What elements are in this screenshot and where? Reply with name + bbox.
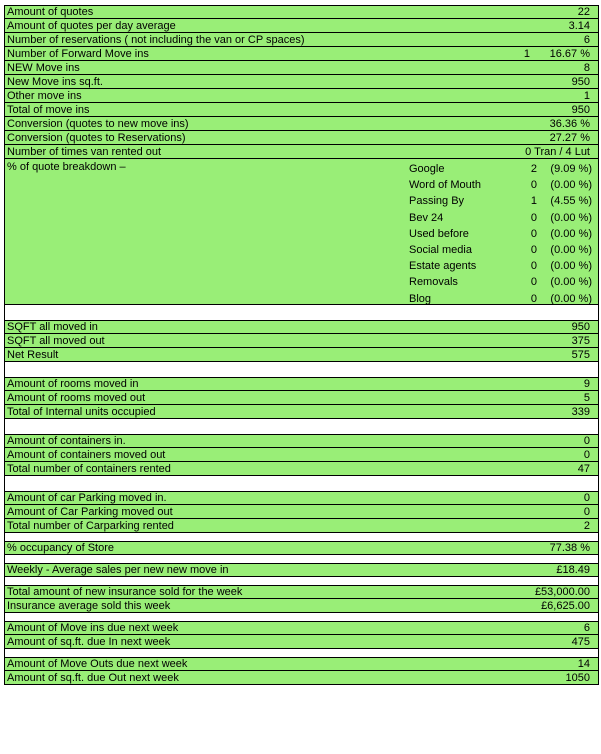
spacer — [4, 305, 599, 320]
row-carparking-total — [4, 519, 599, 533]
row-van-rented — [4, 145, 599, 159]
row-total-move-ins — [4, 103, 599, 117]
row-value: 6 — [583, 33, 590, 46]
row-value: 375 — [571, 334, 590, 347]
spacer — [4, 613, 599, 621]
row-net-result — [4, 348, 599, 362]
breakdown-item — [409, 226, 592, 242]
breakdown-item — [409, 242, 592, 258]
row-value: 5 — [583, 391, 590, 404]
row-label: Amount of rooms moved out — [7, 391, 146, 404]
row-label: Net Result — [7, 348, 59, 361]
row-label: Total amount of new insurance sold for the week — [7, 586, 243, 598]
row-label: Total of Internal units occupied — [7, 405, 156, 418]
row-value: 36.36 % — [549, 117, 590, 130]
row-value: 575 — [571, 348, 590, 361]
row-label: Conversion (quotes to new move ins) — [7, 117, 189, 130]
row-value: 6 — [583, 622, 590, 634]
breakdown-pct: (0.00 %) — [550, 211, 592, 224]
row-value: 950 — [571, 321, 590, 333]
row-reservations — [4, 33, 599, 47]
row-value: 16.67 % — [549, 47, 590, 60]
breakdown-pct: (0.00 %) — [550, 244, 592, 257]
row-weekly-average-sales — [4, 563, 599, 577]
breakdown-count: 1 — [530, 195, 537, 208]
breakdown-label: % of quote breakdown – — [7, 161, 126, 173]
row-amount-of-quotes — [4, 5, 599, 19]
row-sqft-moved-out — [4, 334, 599, 348]
breakdown-source: Estate agents — [409, 260, 477, 273]
breakdown-count: 0 — [530, 260, 537, 273]
row-value: 0 — [583, 492, 590, 504]
row-label: NEW Move ins — [7, 61, 80, 74]
row-sqft-out-next-week — [4, 671, 599, 685]
row-carparking-out — [4, 505, 599, 519]
row-insurance-total — [4, 585, 599, 599]
row-value: 9 — [583, 378, 590, 390]
row-value: 3.14 — [568, 19, 590, 32]
row-move-outs-next-week — [4, 657, 599, 671]
row-occupancy — [4, 541, 599, 555]
row-value: 77.38 % — [549, 542, 590, 554]
breakdown-pct: (0.00 %) — [550, 260, 592, 273]
row-label: Amount of quotes — [7, 6, 94, 18]
row-sqft-in-next-week — [4, 635, 599, 649]
row-value: 950 — [571, 103, 590, 116]
row-value: 0 — [583, 505, 590, 518]
breakdown-item — [409, 177, 592, 193]
row-label: Amount of containers in. — [7, 435, 126, 447]
row-label: Total number of containers rented — [7, 462, 171, 475]
row-containers-total — [4, 462, 599, 476]
row-value: 0 — [583, 448, 590, 461]
row-value: 475 — [571, 635, 590, 648]
row-new-move-ins-sqft — [4, 75, 599, 89]
breakdown-source: Removals — [409, 276, 458, 289]
breakdown-count: 0 — [530, 276, 537, 289]
row-value: £18.49 — [556, 564, 590, 576]
row-value: £6,625.00 — [541, 599, 590, 612]
row-label: Total of move ins — [7, 103, 90, 116]
row-label: Number of reservations ( not including the van or CP spaces) — [7, 33, 305, 46]
row-label: Number of times van rented out — [7, 145, 162, 158]
row-label: Weekly - Average sales per new new move in — [7, 564, 229, 576]
row-label: Amount of Move ins due next week — [7, 622, 179, 634]
breakdown-pct: (0.00 %) — [550, 292, 592, 305]
breakdown-source: Google — [409, 163, 445, 176]
breakdown-item — [409, 291, 592, 307]
row-label: Amount of car Parking moved in. — [7, 492, 167, 504]
row-label: Amount of rooms moved in — [7, 378, 139, 390]
row-rooms-moved-out — [4, 391, 599, 405]
row-value: 0 Tran / 4 Lut — [525, 145, 590, 158]
row-value: 14 — [577, 658, 590, 670]
row-label: Amount of quotes per day average — [7, 19, 176, 32]
row-value: 8 — [583, 61, 590, 74]
row-carparking-in — [4, 491, 599, 505]
row-value: 27.27 % — [549, 131, 590, 144]
row-value: 22 — [577, 6, 590, 18]
breakdown-count: 0 — [530, 244, 537, 257]
row-label: Other move ins — [7, 89, 82, 102]
row-label: SQFT all moved out — [7, 334, 105, 347]
row-insurance-average — [4, 599, 599, 613]
breakdown-source: Bev 24 — [409, 211, 444, 224]
breakdown-pct: (0.00 %) — [550, 227, 592, 240]
row-new-move-ins — [4, 61, 599, 75]
row-containers-out — [4, 448, 599, 462]
spacer — [4, 577, 599, 585]
breakdown-count: 0 — [530, 179, 537, 192]
row-label: Number of Forward Move ins — [7, 47, 149, 60]
row-conversion-reservations — [4, 131, 599, 145]
row-other-move-ins — [4, 89, 599, 103]
row-label: SQFT all moved in — [7, 321, 98, 333]
row-quotes-per-day — [4, 19, 599, 33]
row-value: 2 — [583, 519, 590, 532]
breakdown-item — [409, 161, 592, 177]
row-sqft-moved-in — [4, 320, 599, 334]
row-value: 0 — [583, 435, 590, 447]
row-label: Amount of sq.ft. due Out next week — [7, 671, 179, 684]
row-label: Conversion (quotes to Reservations) — [7, 131, 186, 144]
row-label: Amount of Move Outs due next week — [7, 658, 188, 670]
breakdown-item — [409, 274, 592, 290]
row-value: 47 — [577, 462, 590, 475]
row-label: % occupancy of Store — [7, 542, 115, 554]
row-move-ins-next-week — [4, 621, 599, 635]
row-forward-move-ins — [4, 47, 599, 61]
row-value: 1 — [583, 89, 590, 102]
report-sheet — [4, 5, 599, 685]
breakdown-count: 0 — [530, 227, 537, 240]
row-value: 339 — [571, 405, 590, 418]
breakdown-pct: (0.00 %) — [550, 276, 592, 289]
breakdown-source: Blog — [409, 292, 432, 305]
row-label: Amount of sq.ft. due In next week — [7, 635, 171, 648]
row-value: 950 — [571, 75, 590, 88]
spacer — [4, 362, 599, 377]
breakdown-source: Used before — [409, 227, 469, 240]
row-value-count: 1 — [523, 47, 530, 60]
row-label: Total number of Carparking rented — [7, 519, 174, 532]
breakdown-item — [409, 193, 592, 209]
spacer — [4, 555, 599, 563]
breakdown-item — [409, 210, 592, 226]
row-label: Amount of Car Parking moved out — [7, 505, 173, 518]
breakdown-pct: (4.55 %) — [550, 195, 592, 208]
spacer — [4, 419, 599, 434]
row-internal-units — [4, 405, 599, 419]
breakdown-count: 0 — [530, 211, 537, 224]
breakdown-source: Passing By — [409, 195, 465, 208]
row-label: New Move ins sq.ft. — [7, 75, 103, 88]
breakdown-list — [409, 161, 592, 307]
quote-breakdown-block — [4, 159, 599, 305]
row-rooms-moved-in — [4, 377, 599, 391]
row-containers-in — [4, 434, 599, 448]
row-label: Insurance average sold this week — [7, 599, 171, 612]
row-label: Amount of containers moved out — [7, 448, 166, 461]
breakdown-pct: (0.00 %) — [550, 179, 592, 192]
row-value: 1050 — [565, 671, 590, 684]
spacer — [4, 533, 599, 541]
row-value: £53,000.00 — [534, 586, 590, 598]
breakdown-source: Word of Mouth — [409, 179, 481, 192]
spacer — [4, 649, 599, 657]
breakdown-source: Social media — [409, 244, 472, 257]
breakdown-pct: (9.09 %) — [550, 163, 592, 176]
breakdown-count: 0 — [530, 292, 537, 305]
row-conversion-move-ins — [4, 117, 599, 131]
breakdown-count: 2 — [530, 163, 537, 176]
spacer — [4, 476, 599, 491]
breakdown-item — [409, 258, 592, 274]
